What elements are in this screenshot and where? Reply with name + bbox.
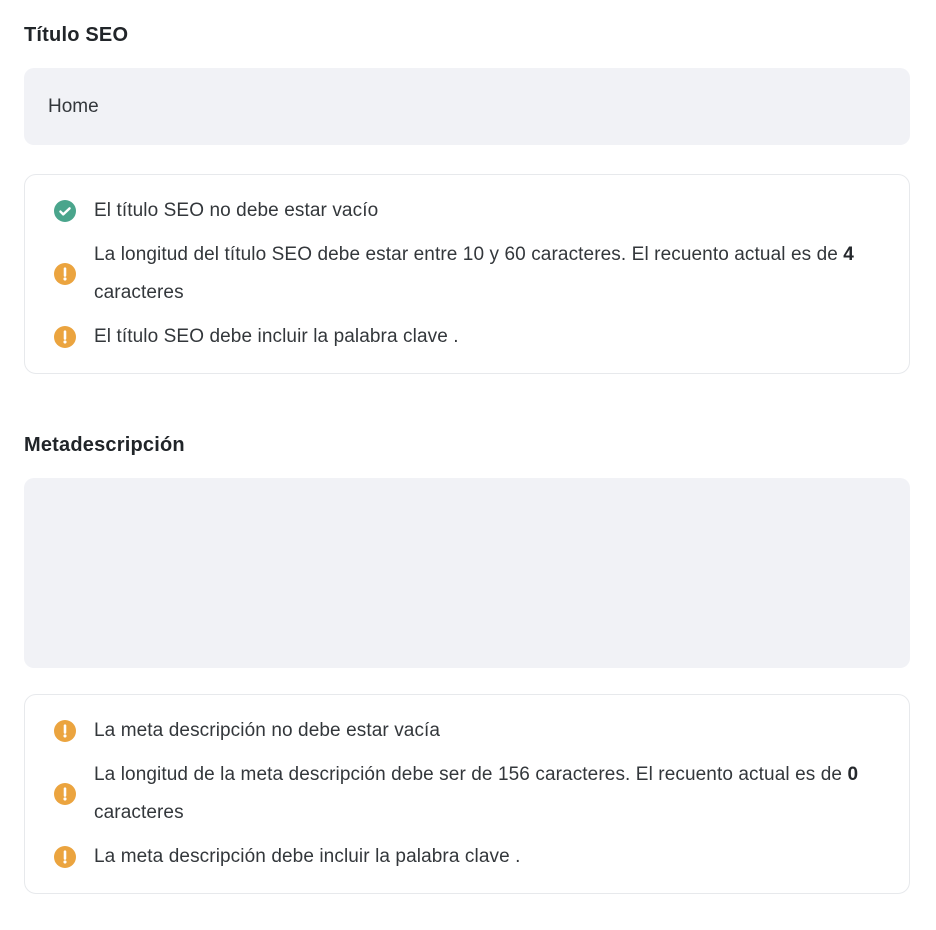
validation-row-title-length (54, 236, 879, 312)
validation-row-meta-length (54, 756, 879, 832)
warning-circle-icon (54, 720, 76, 742)
validation-message: El título SEO debe incluir la palabra clave . (94, 326, 459, 347)
warning-circle-icon (54, 783, 76, 805)
warning-circle-icon (54, 846, 76, 868)
meta-description-validation-card (24, 694, 910, 894)
validation-message: La longitud de la meta descripción debe ser de 156 caracteres. El recuento actual es de 0 caracteres (94, 764, 859, 823)
validation-message: La meta descripción debe incluir la palabra clave . (94, 846, 521, 867)
warning-circle-icon (54, 326, 76, 348)
validation-row-title-keyword (54, 318, 879, 356)
meta-description-textarea[interactable] (24, 478, 910, 668)
seo-title-heading: Título SEO (24, 24, 129, 46)
validation-row-meta-keyword (54, 838, 879, 876)
meta-description-heading: Metadescripción (24, 434, 185, 456)
character-count: 4 (843, 244, 854, 265)
validation-message: La meta descripción no debe estar vacía (94, 720, 441, 741)
check-circle-icon (54, 200, 76, 222)
character-count: 0 (847, 764, 859, 785)
validation-message: La longitud del título SEO debe estar entre 10 y 60 caracteres. El recuento actual es de 4 caracteres (94, 244, 854, 303)
validation-message: El título SEO no debe estar vacío (94, 200, 379, 221)
seo-title-validation-card (24, 174, 910, 374)
seo-title-input[interactable] (24, 68, 910, 145)
validation-row-title-not-empty (54, 192, 879, 230)
validation-row-meta-not-empty (54, 712, 879, 750)
warning-circle-icon (54, 263, 76, 285)
